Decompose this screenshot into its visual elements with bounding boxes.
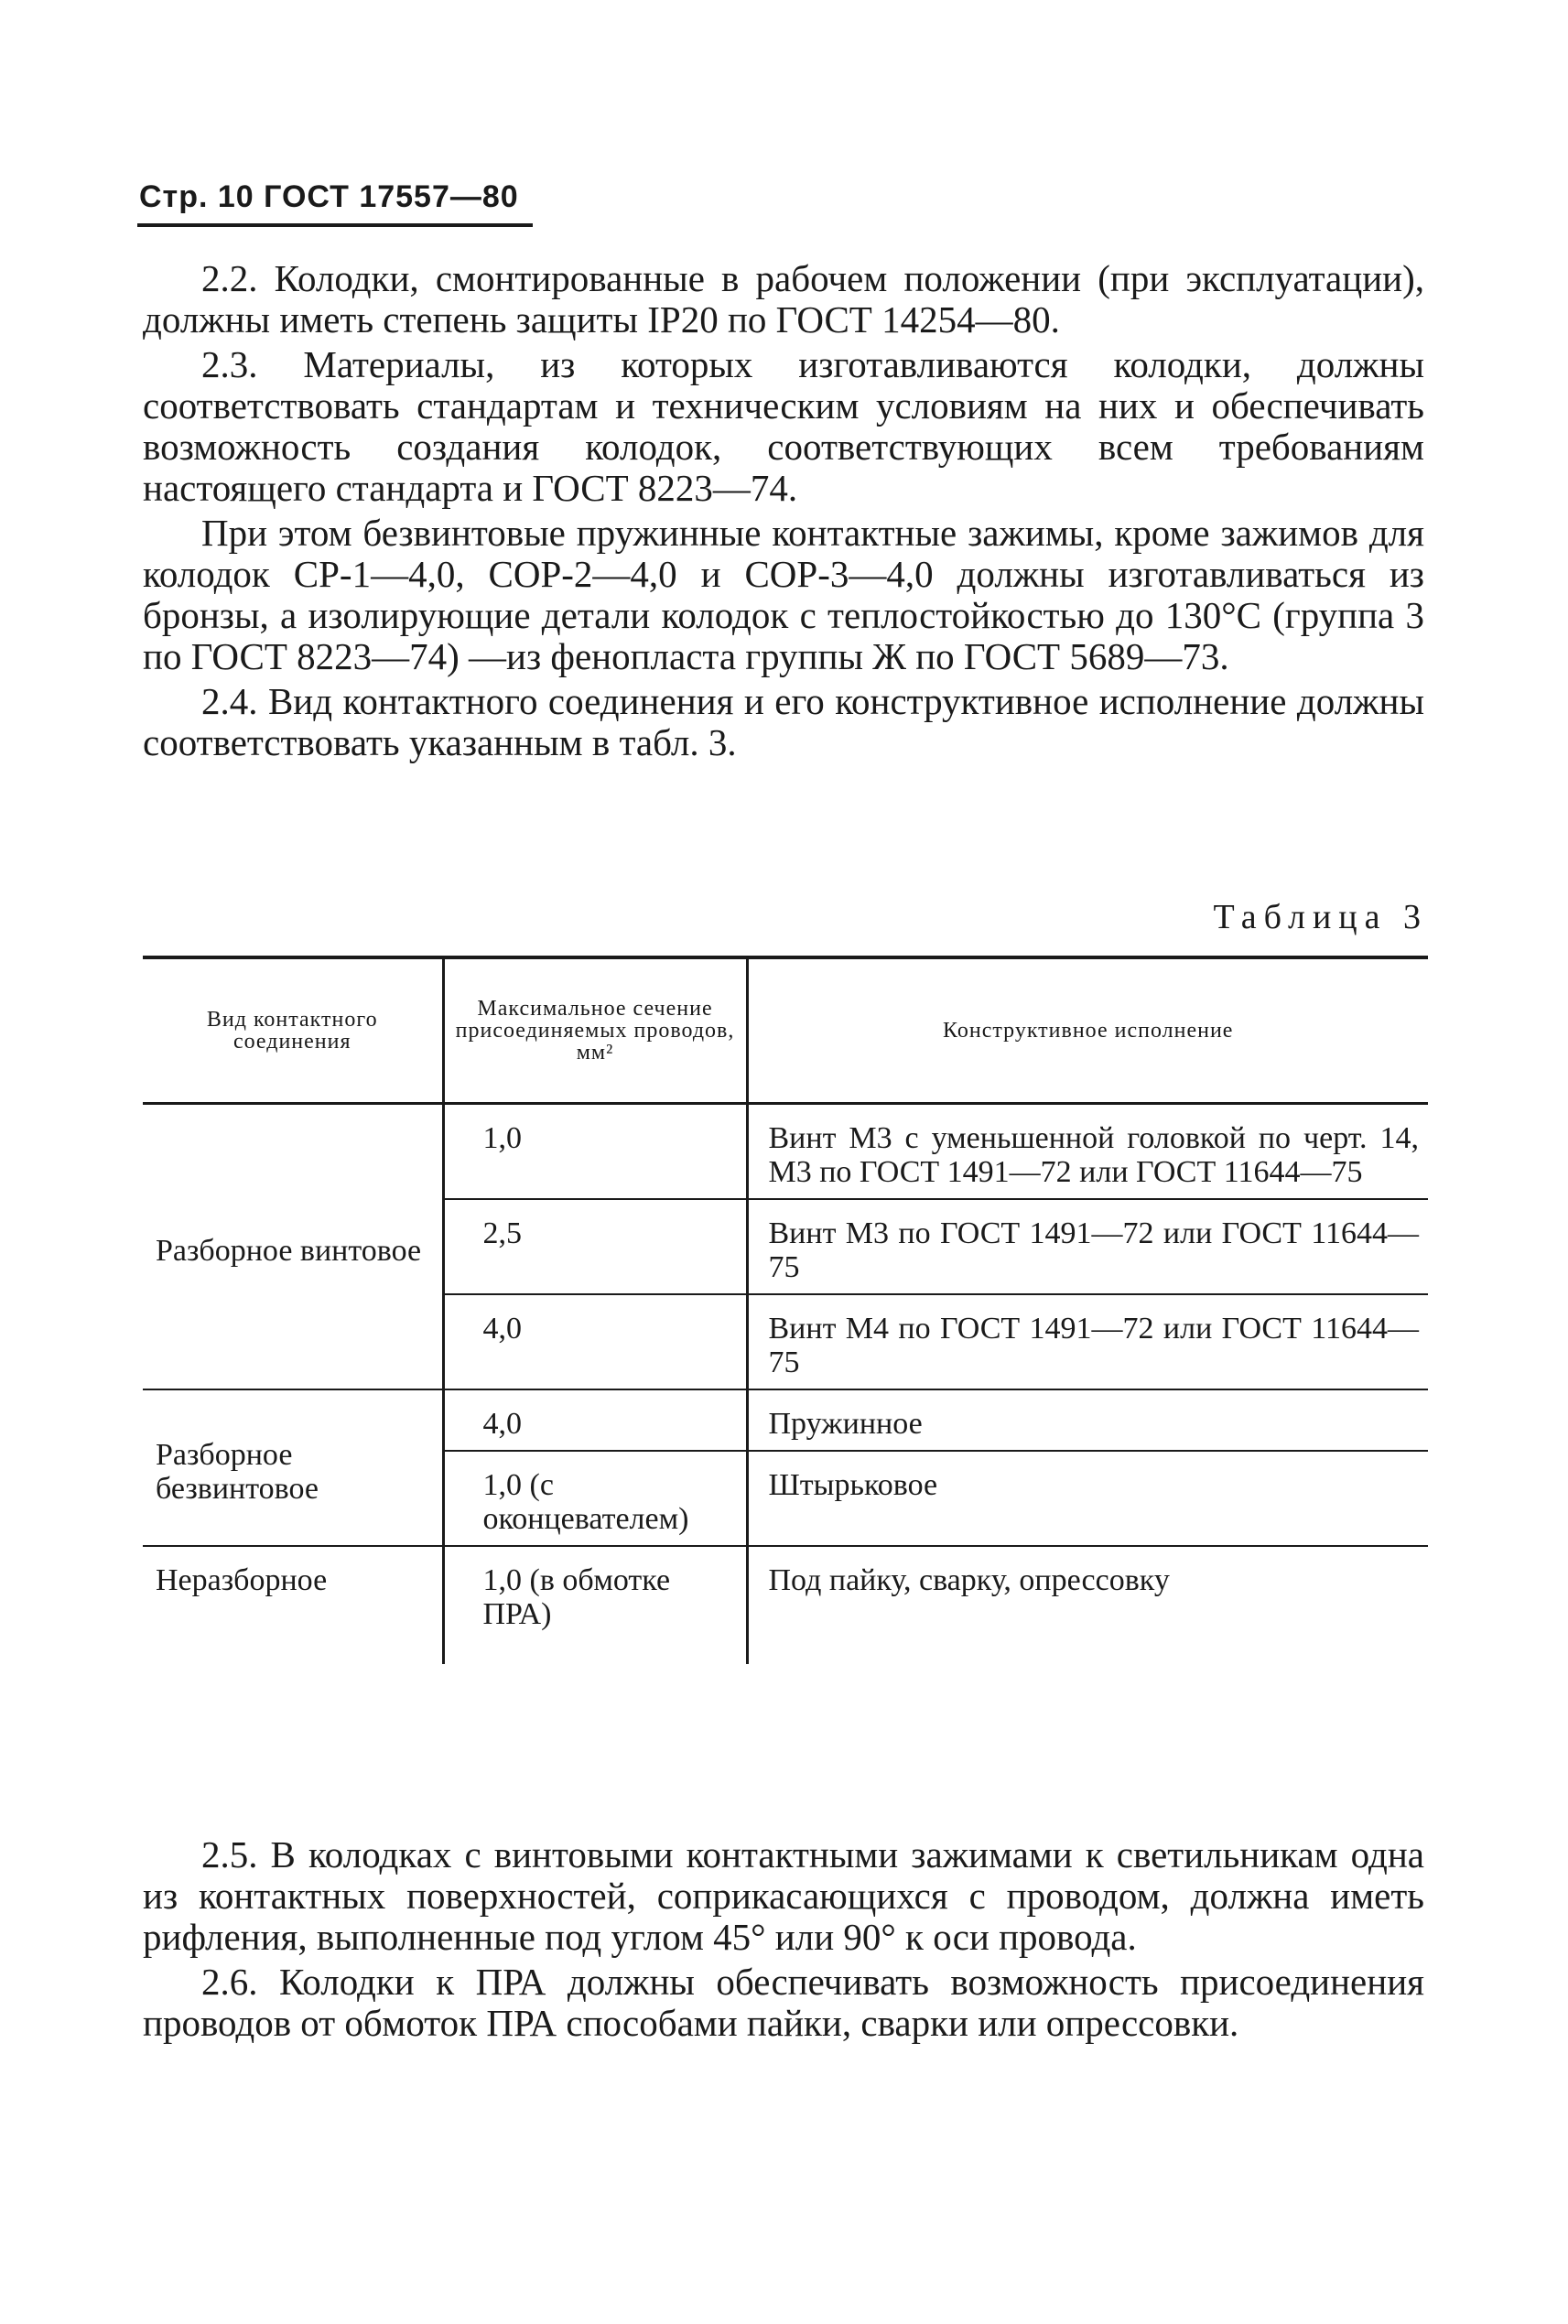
- cell-section: [443, 1104, 747, 1200]
- cell-connection-type: Разборное винтовое: [156, 1233, 422, 1268]
- cell-section: [443, 1451, 747, 1546]
- paragraph-2-2: 2.2. Колодки, смонтированные в рабочем положении (при эксплуатации), должны иметь степень защиты IP20 по ГОСТ 14254—80.: [143, 257, 1424, 340]
- table-row: [143, 1104, 1428, 1200]
- cell-section-value: 4,0: [482, 1312, 522, 1346]
- cell-design: Пружинное: [747, 1389, 1428, 1451]
- cell-section-value: 4,0: [482, 1407, 522, 1441]
- cell-design: Винт М3 по ГОСТ 1491—72 или ГОСТ 11644—75: [747, 1199, 1428, 1294]
- table-row: [143, 1389, 1428, 1451]
- header-rule: [137, 223, 533, 227]
- header-max-section: Максимальное сечение присоединяемых проводов, мм²: [443, 957, 747, 1104]
- table-header-row: [143, 957, 1428, 1104]
- paragraph-2-6: 2.6. Колодки к ПРА должны обеспечивать возможность присоединения проводов от обмоток ПРА способами пайки, сварки или опрессовки.: [143, 1961, 1424, 2044]
- cell-section: [443, 1546, 747, 1664]
- table-row: [143, 1546, 1428, 1664]
- paragraph-2-3-cont: При этом безвинтовые пружинные контактные зажимы, кроме зажимов для колодок СР-1—4,0, СОР-2—4,0 и СОР-3—4,0 должны изготавливаться из бронзы, а изолирующие детали колодок с теплостойкостью до 130°С (группа 3 по ГОСТ 8223—74) —из фенопласта группы Ж по ГОСТ 5689—73.: [143, 512, 1424, 677]
- cell-design: Винт М4 по ГОСТ 1491—72 или ГОСТ 11644—75: [747, 1294, 1428, 1389]
- cell-section-value: 2,5: [482, 1216, 522, 1250]
- cell-section-value: 1,0 (с оконцевателем): [482, 1468, 689, 1536]
- text-block-bottom: [143, 1834, 1424, 2044]
- cell-section-value: 1,0: [482, 1121, 522, 1155]
- cell-section-value: 1,0 (в обмотке ПРА): [482, 1563, 671, 1631]
- paragraph-2-3: 2.3. Материалы, из которых изготавливаются колодки, должны соответствовать стандартам и техническим условиям на них и обеспечивать возможность создания колодок, соответствующих всем требованиям настоящего стандарта и ГОСТ 8223—74.: [143, 343, 1424, 509]
- cell-section: [443, 1294, 747, 1389]
- header-connection-type: Вид контактного соединения: [206, 1008, 378, 1054]
- paragraph-2-5: 2.5. В колодках с винтовыми контактными зажимами к светильникам одна из контактных поверхностей, соприкасающихся с проводом, должна иметь рифления, выполненные под углом 45° или 90° к оси провода.: [143, 1833, 1424, 1958]
- paragraph-2-4: 2.4. Вид контактного соединения и его конструктивное исполнение должны соответствовать указанным в табл. 3.: [143, 680, 1424, 763]
- page-header: Стр. 10 ГОСТ 17557—80: [139, 179, 519, 214]
- header-design: Конструктивное исполнение: [943, 1019, 1234, 1043]
- cell-design: Штырьковое: [747, 1451, 1428, 1546]
- cell-connection-type: Неразборное: [143, 1546, 443, 1664]
- table-caption: Таблица 3: [1213, 898, 1428, 936]
- cell-connection-type: Разборное безвинтовое: [143, 1389, 443, 1546]
- text-block-top: [143, 258, 1424, 763]
- cell-section: [443, 1199, 747, 1294]
- cell-design: Винт М3 с уменьшенной головкой по черт. 14, М3 по ГОСТ 1491—72 или ГОСТ 11644—75: [768, 1121, 1419, 1189]
- table-3: [143, 956, 1428, 1664]
- table-3-grid: [143, 956, 1428, 1664]
- cell-design: Под пайку, сварку, опрессовку: [747, 1546, 1428, 1664]
- cell-section: [443, 1389, 747, 1451]
